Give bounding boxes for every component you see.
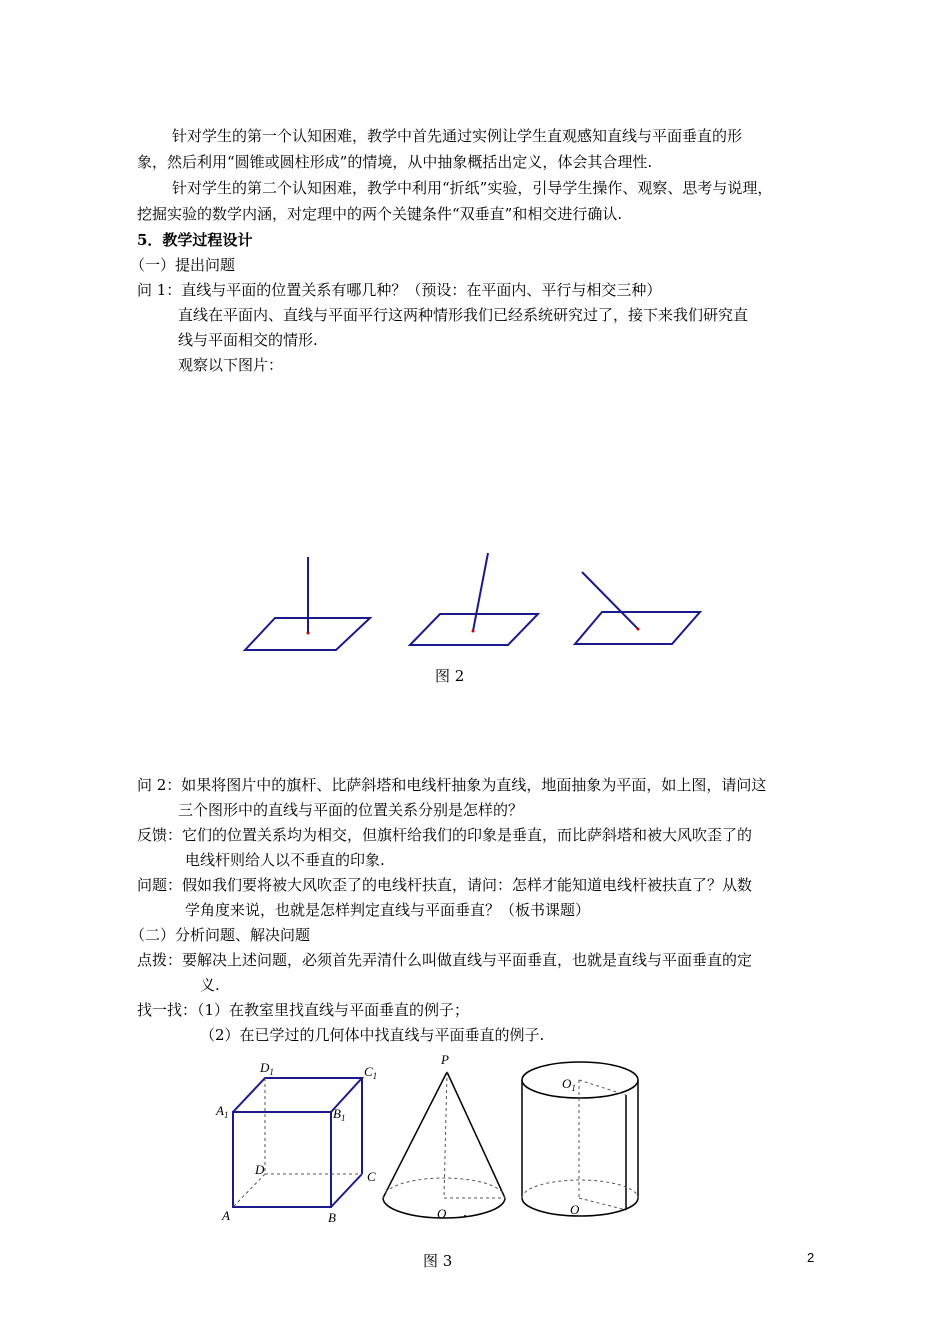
find-line: （2）在已学过的几何体中找直线与平面垂直的例子. <box>200 1026 545 1044</box>
cylinder <box>522 1062 638 1217</box>
svg-text:O1: $O_1$ <box>562 1076 576 1093</box>
paragraph-line: 针对学生的第二个认知困难，教学中利用“折纸”实验，引导学生操作、观察、思考与说理， <box>172 179 773 197</box>
figure-3-solids-diagram <box>210 1050 660 1230</box>
section-heading: 5．教学过程设计 <box>137 231 253 249</box>
subsection-heading: （二）分析问题、解决问题 <box>130 926 311 944</box>
paragraph-line: 观察以下图片： <box>178 356 284 374</box>
paragraph-line: 线与平面相交的情形. <box>178 331 318 349</box>
figure-2-caption: 图 2 <box>435 667 465 685</box>
svg-text:P: P <box>441 1052 449 1067</box>
svg-text:O: O <box>437 1206 447 1221</box>
svg-text:C1: $C_1$ <box>364 1064 378 1081</box>
question-line: 问 2：如果将图片中的旗杆、比萨斜塔和电线杆抽象为直线，地面抽象为平面，如上图，请问这 <box>137 776 767 794</box>
svg-text:A: A <box>222 1208 230 1223</box>
paragraph-line: 象，然后利用“圆锥或圆柱形成”的情境，从中抽象概括出定义，体会其合理性. <box>137 153 653 171</box>
paragraph-line: 电线杆则给人以不垂直的印象. <box>185 851 385 869</box>
svg-text:B: B <box>328 1210 336 1225</box>
feedback-line: 反馈：它们的位置关系均为相交，但旗杆给我们的印象是垂直，而比萨斜塔和被大风吹歪了的 <box>137 826 753 844</box>
page-number: 2 <box>807 1250 815 1265</box>
paragraph-line: 针对学生的第一个认知困难，教学中首先通过实例让学生直观感知直线与平面垂直的形 <box>172 127 743 145</box>
subsection-heading: （一）提出问题 <box>130 256 236 274</box>
paragraph-line: 学角度来说，也就是怎样判定直线与平面垂直？（板书课题） <box>185 901 591 919</box>
hint-line: 点拨：要解决上述问题，必须首先弄清什么叫做直线与平面垂直，也就是直线与平面垂直的定 <box>137 951 753 969</box>
pole-line <box>582 572 638 629</box>
svg-text:O: O <box>570 1202 580 1217</box>
question-line: 问 1：直线与平面的位置关系有哪几种？（预设：在平面内、平行与相交三种） <box>137 281 662 299</box>
svg-text:A1: $A_1$ <box>216 1103 229 1120</box>
svg-text:D1: $D_1$ <box>260 1060 274 1077</box>
find-line: 找一找：（1）在教室里找直线与平面垂直的例子； <box>137 1001 470 1019</box>
paragraph-line: 义. <box>200 976 220 994</box>
problem-line: 问题：假如我们要将被大风吹歪了的电线杆扶直，请问：怎样才能知道电线杆被扶直了？从数 <box>137 876 753 894</box>
paragraph-line: 三个图形中的直线与平面的位置关系分别是怎样的？ <box>178 801 524 819</box>
paragraph-line: 挖掘实验的数学内涵，对定理中的两个关键条件“双垂直”和相交进行确认. <box>137 205 623 223</box>
cube <box>215 1060 377 1225</box>
figure-3-caption: 图 3 <box>423 1252 453 1270</box>
svg-text:C: C <box>367 1169 376 1184</box>
paragraph-line: 直线在平面内、直线与平面平行这两种情形我们已经系统研究过了，接下来我们研究直 <box>178 306 749 324</box>
cone <box>383 1052 505 1221</box>
svg-text:D: D <box>255 1162 265 1177</box>
figure-2-line-plane-diagram <box>240 545 710 660</box>
tower-line <box>473 553 488 631</box>
svg-text:B1: $B_1$ <box>333 1106 346 1123</box>
